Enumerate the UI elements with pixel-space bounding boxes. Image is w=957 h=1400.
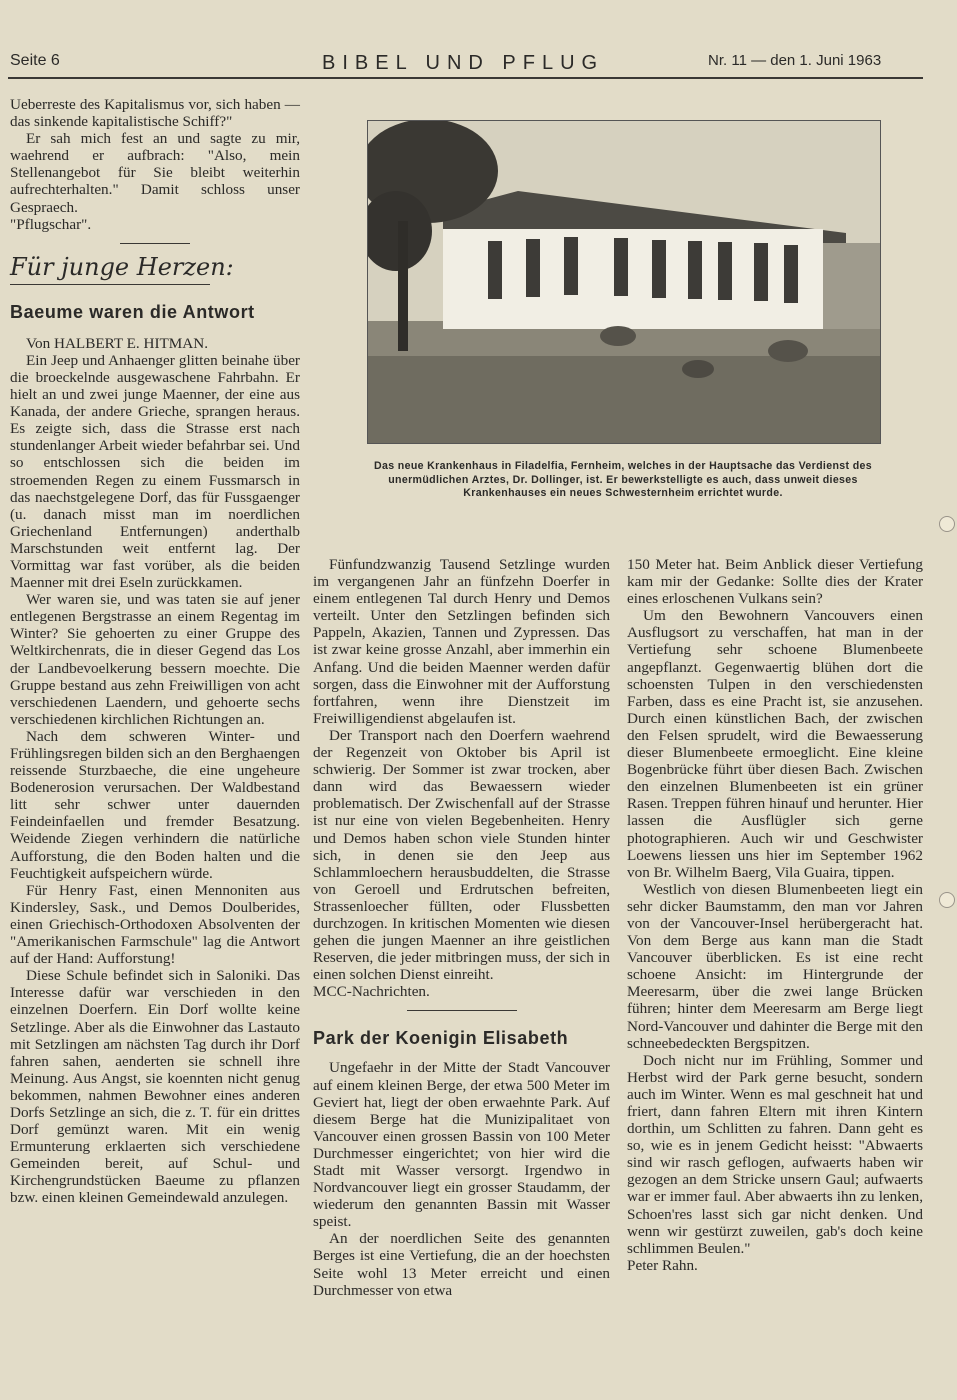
article-paragraph: Nach dem schweren Winter- und Frühlingsregen bilden sich an den Berghaengen reissende Sturzbaeche, die eine ungeheure Bodenerosion verursachen. Der Waldbestand litt sehr schwer unter dauernden Feindeinfaellen und fremder Besatzung. Weidende Ziegen verhindern die natürliche Aufforstung, die den Boden halten und die Feuchtigkeit aufspeichern würde. <box>10 727 300 882</box>
binder-hole <box>939 892 955 908</box>
article-paragraph: Für Henry Fast, einen Mennoniten aus Kindersley, Sask., und Demos Doulberides, einen Griechisch-Orthodoxen Absolventen der "Amerikanischen Farmschule" lag die Antwort auf der Hand: Aufforstung! <box>10 881 300 968</box>
hospital-photo <box>367 120 881 444</box>
intro-paragraph-2: Er sah mich fest an und sagte zu mir, waehrend er aufbrach: "Also, mein Stellenangebot für Sie bleibt weiterhin aufrechterhalten." Damit schloss unser Gespraech. <box>10 130 300 216</box>
issue-date: Nr. 11 — den 1. Juni 1963 <box>708 52 882 69</box>
section-heading-underline <box>10 284 210 285</box>
hospital-photo-drawing <box>368 121 880 443</box>
article-paragraph: Fünfundzwanzig Tausend Setzlinge wurden im vergangenen Jahr an fünfzehn Doerfer in einem entlegenen Tal durch Henry und Demos verteilt. Unter den Setzlingen befinden sich Pappeln, Akazien, Tannen und Zypressen. Das ist zwar keine grosse Anzahl, aber immerhin ein Anfang. Und die beiden Maenner werden dafür sorgen, dass die Einwohner mit der Aufforstung fortfahren, wenn ihre Dienstzeit im Freiwilligendienst abgelaufen ist. <box>313 556 610 727</box>
park-paragraph: Westlich von diesen Blumenbeeten liegt ein sehr dicker Baumstamm, den man vor Jahren von der Vancouver-Insel herübergeracht hat. Von dem Berge aus kann man die Stadt Vancouver überblicken. Es ist eine recht schoene Ansicht: im Hintergrunde der Meeresarm, über die zwei lange Brücken führen; hinter dem Meeresarm am Berge liegt Nord-Vancouver und dahinter die Berge mit den schneebedeckten Bergspitzen. <box>627 880 923 1052</box>
intro-signature: "Pflugschar". <box>10 215 92 233</box>
park-paragraph: An der noerdlichen Seite des genannten Berges ist eine Vertiefung, die an der hoechsten Seite wohl 13 Meter erreicht und einen Durchmesser von etwa <box>313 1230 610 1299</box>
park-paragraph: Um den Bewohnern Vancouvers einen Ausflugsort zu verschaffen, hat man in der Vertiefung sehr schoene Blumenbeete angepflanzt. Gegenwaertig blühen dort die schoensten Tulpen in den verschiedensten Farben, dass es eine Pracht ist, sie anzusehen. Durch einen künstlichen Bach, der zwischen den Felsen sprudelt, wird die Bewaesserung dieser Blumenbeete ermoeglicht. Eine kleine Bogenbrücke führt über diesen Bach. Zwischen den einzelnen Blumenbeeten ist ein grüner Rasen. Treppen führen hinauf und herunter. Hier lassen die Ausflügler sich gerne photographieren. Auch wir und Geschwister Loewens liessen uns hier im September 1962 von Br. Wilhelm Baerg, Vila Guaira, tippen. <box>627 607 923 881</box>
article-title-park: Park der Koenigin Elisabeth <box>313 1028 569 1049</box>
photo-caption: Das neue Krankenhaus in Filadelfia, Fernheim, welches in der Hauptsache das Verdienst des unermüdlichen Arztes, Dr. Dollinger, ist. Er bewerkstelligte es auch, dass unweit dieses Krankenhauses ein neues Schwesternheim errichtet wurde. <box>373 460 873 500</box>
article-paragraph: Diese Schule befindet sich in Saloniki. Das Interesse dafür war verschieden in den einzelnen Doerfern. Ein Dorf wollte keine Setzlinge. Aber als die Einwohner das Lastauto mit Setzlingen am nächsten Tag durch ihr Dorf fahren sahen, aenderten sie schnell ihre Meinung. Aus Angst, sie koennten nicht genug bekommen, nahmen Bewohner eines anderen Dorfs Setzlinge an sich, die z. T. für ein drittes Dorf gemünzt waren. Mit ein wenig Ermunterung erklaerten sich verschiedene Gemeinden bereit, auf Schul- und Kirchengrundstücken Baeume zu pflanzen bzw. einen kleinen Gemeindewald anzulegen. <box>10 967 300 1207</box>
binder-hole <box>939 516 955 532</box>
masthead-title: BIBEL UND PFLUG <box>322 52 605 74</box>
column-2 <box>313 556 610 1299</box>
park-signature: Peter Rahn. <box>627 1256 698 1274</box>
park-paragraph: 150 Meter hat. Beim Anblick dieser Vertiefung kam mir der Gedanke: Sollte dies der Krater eines erloschenen Vulkans sein? <box>627 556 923 608</box>
article-paragraph: Wer waren sie, und was taten sie auf jener entlegenen Bergstrasse an einem Regentag im Winter? Sie gehoerten zu einer Gruppe des Weltkirchenrats, die in dieser Gegend das Los der Landbevoelkerung bessern moechte. Die Gruppe bestand aus zehn Freiwilligen von acht verschiedenen Laendern, und gehoerte sechs verschiedenen kirchlichen Richtungen an. <box>10 591 300 728</box>
article-signature: MCC-Nachrichten. <box>313 983 430 1001</box>
byline: Von HALBERT E. HITMAN. <box>26 334 209 352</box>
article-paragraph: Ein Jeep und Anhaenger glitten beinahe über die broeckelnde ausgewaschene Fahrbahn. Er hielt an und zwei junge Maenner, der eine aus Kanada, der andere Grieche, sprangen heraus. Es zeigte sich, dass die Strasse erst nach stundenlanger Arbeit wieder befahrbar sei. Und so entschlossen sich die beiden im stroemenden Regen zu einem Fussmarsch in das naechstgelegene Dorf, das für Fussgaenger (u. danach misst man im noerdlichen Griechenland Entfernungen) anderthalb Marschstunden weit entfernt lag. Der Vormittag war fast vorüber, als die beiden Maenner mit drei Eseln zurückkamen. <box>10 351 300 592</box>
column-1 <box>10 96 300 1207</box>
section-heading: Für junge Herzen: <box>10 252 234 281</box>
park-paragraph: Doch nicht nur im Frühling, Sommer und Herbst wird der Park gerne besucht, sondern auch im Winter. Wenn es mal geschneit hat und friert, dann fahren Eltern mit ihren Kintern dorthin, um Schlitten zu fahren. Dann geht es so, wie es in jenem Gedicht heisst: "Abwaerts sind wir rasch geflogen, aufwaerts haben wir gezogen an dem Stricke unsern Gaul; aufwaerts war er immer faul. Aber abwaerts ihn zu lenken, Schoen'res lasst sich gar nicht denken. Und wenn wir gestürzt zuweilen, gab's doch keine schlimmen Beulen." <box>627 1051 923 1257</box>
page-number: Seite 6 <box>10 52 60 69</box>
article-title-trees: Baeume waren die Antwort <box>10 301 255 322</box>
header-rule <box>8 77 923 79</box>
divider-rule <box>407 1010 517 1011</box>
column-3 <box>627 556 923 1274</box>
intro-paragraph-1: Ueberreste des Kapitalismus vor, sich haben — das sinkende kapitalistische Schiff?" <box>10 96 300 131</box>
park-paragraph: Ungefaehr in der Mitte der Stadt Vancouver auf einem kleinen Berge, der etwa 500 Meter im Geviert hat, liegt der oben erwaehnte Park. Auf diesem Berge hat die Munizipalitaet von Vancouver einen grossen Bassin von 100 Meter Durchmesser eingerichtet; von hier wird die Stadt mit Wasser versorgt. Irgendwo in Nordvancouver liegt ein grosser Staudamm, der wiederum den genannten Bassin mit Wasser speist. <box>313 1059 610 1231</box>
article-paragraph: Der Transport nach den Doerfern waehrend der Regenzeit von Oktober bis April ist schwierig. Der Sommer ist zwar trocken, aber dann wird das Bewaessern wieder problematisch. Der Zwischenfall auf der Strasse ist nur eine von vielen Begebenheiten. Henry und Demos haben schon viele Stunden hinter sich, in denen sie den Jeep aus Schlammloechern herausbuddelten, die Strasse von Geroell und Erdrutschen befreiten, Strassenloecher füllten, oder Flussbetten durchzogen. In kritischen Momenten wie diesen gehen die jungen Maenner an ihre geistlichen Reserven, die jeder mitbringen muss, der sich in einen solchen Dienst einreiht. <box>313 726 610 984</box>
divider-rule <box>120 243 190 244</box>
